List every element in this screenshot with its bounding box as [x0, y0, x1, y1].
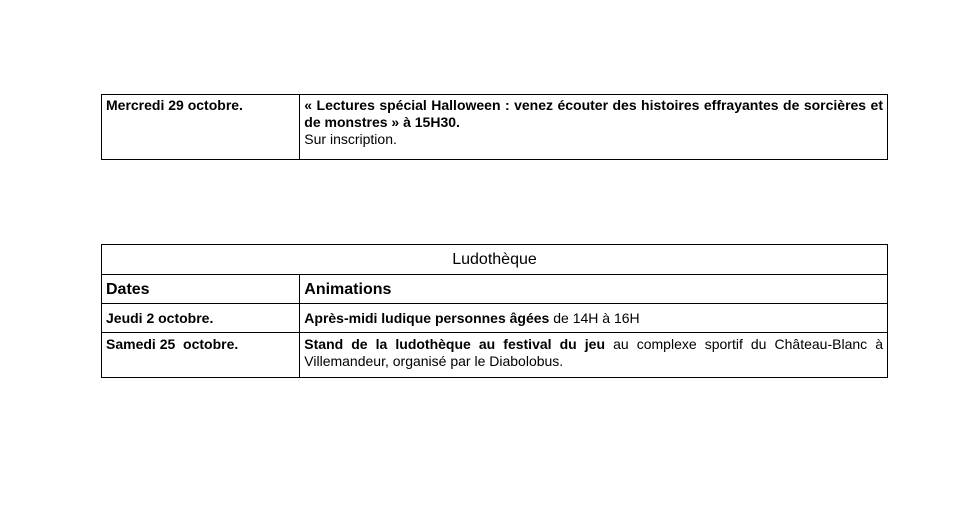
table-row	[102, 333, 888, 378]
animation-detail: de 14H à 16H	[549, 309, 640, 326]
table-row	[102, 95, 888, 160]
column-header-dates: Dates	[102, 275, 300, 304]
event-title: « Lectures spécial Halloween : venez écouter des histoires effrayantes de sorcières et de monstres » à 15H30.	[304, 97, 883, 130]
row-animation-cell	[300, 333, 888, 378]
column-header-animations: Animations	[300, 275, 888, 304]
table-header-row	[102, 275, 888, 304]
table-row	[102, 304, 888, 333]
row-date-cell: Jeudi 2 octobre.	[102, 304, 300, 333]
row-animation-cell	[300, 304, 888, 333]
animation-detail: au complexe sportif du Château-Blanc à Villemandeur, organisé par le Diabolobus.	[304, 336, 883, 369]
event-note: Sur inscription.	[304, 131, 397, 147]
table-title: Ludothèque	[102, 245, 888, 275]
animation-title: Après-midi ludique personnes âgées	[304, 309, 550, 326]
table-title-row	[102, 245, 888, 275]
event-description-cell	[300, 95, 888, 160]
animation-title: Stand de la ludothèque au festival du jeu	[304, 336, 606, 352]
ludotheque-table	[101, 244, 888, 378]
row-date-cell: Samedi 25 octobre.	[102, 333, 300, 378]
halloween-event-table	[101, 94, 888, 160]
event-date-cell: Mercredi 29 octobre.	[102, 95, 300, 160]
